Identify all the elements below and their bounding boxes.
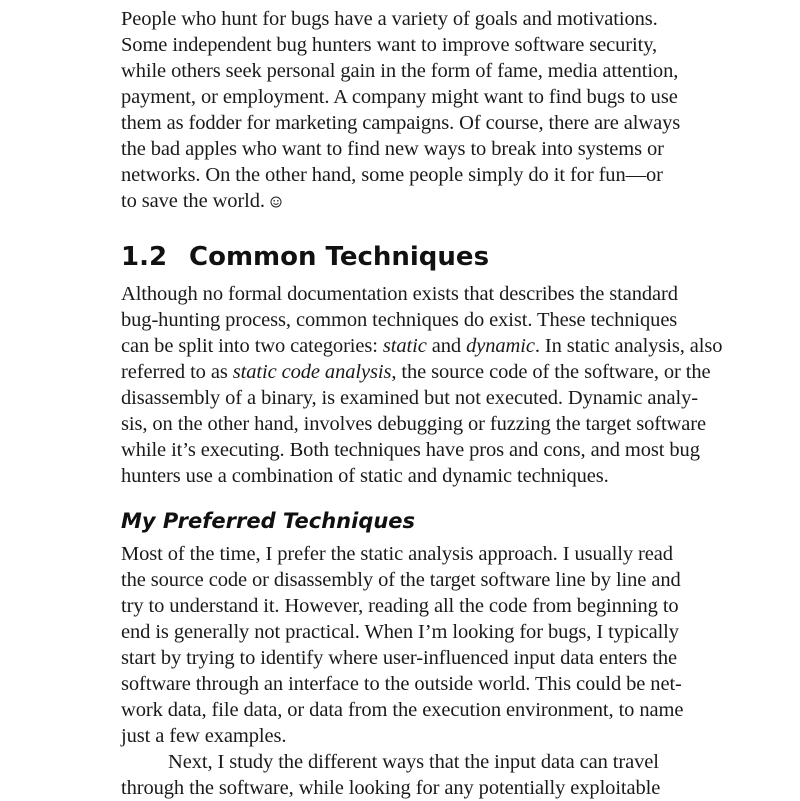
para4-line: Next, I study the different ways that the input data can travel	[168, 751, 659, 773]
term-static: static	[382, 335, 427, 357]
para3-line: start by trying to identify where user-influenced input data enters the	[121, 647, 678, 669]
section-number: 1.2	[121, 242, 168, 272]
para2-text: , the source code of the software, or the	[391, 361, 711, 383]
term-static-code-analysis: static code analysis	[232, 361, 392, 383]
para3-line: just a few examples.	[121, 725, 287, 747]
term-dynamic: dynamic	[466, 335, 535, 357]
para2-line: sis, on the other hand, involves debugging or fuzzing the target software	[121, 413, 706, 435]
para1-line: networks. On the other hand, some people simply do it for fun—or	[121, 164, 663, 186]
para2-line: Although no formal documentation exists that describes the standard	[121, 283, 678, 305]
para3-line: software through an interface to the outside world. This could be net-	[121, 673, 682, 695]
para2-text: can be split into two categories:	[121, 335, 383, 357]
para3-line: work data, file data, or data from the execution environment, to name	[121, 699, 684, 721]
para2-line: bug-hunting process, common techniques do exist. These techniques	[121, 309, 678, 331]
para1-line: them as fodder for marketing campaigns. Of course, there are always	[121, 112, 681, 134]
para2-text: . In static analysis, also	[534, 335, 723, 357]
para1-line: while others seek personal gain in the form of fame, media attention,	[121, 60, 679, 82]
para1-line: the bad apples who want to find new ways to break into systems or	[121, 138, 664, 160]
para1-line: payment, or employment. A company might want to find bugs to use	[121, 86, 678, 108]
para3-line: Most of the time, I prefer the static analysis approach. I usually read	[121, 543, 673, 565]
para3-line: try to understand it. However, reading all the code from beginning to	[121, 595, 679, 617]
para2-line: disassembly of a binary, is examined but not executed. Dynamic analy-	[121, 387, 698, 409]
para1-line: People who hunt for bugs have a variety of goals and motivations.	[121, 8, 658, 30]
para2-text: referred to as	[121, 361, 233, 383]
para2-line	[121, 333, 722, 359]
para1-line: Some independent bug hunters want to improve software security,	[121, 34, 658, 56]
para3-line: the source code or disassembly of the target software line by line and	[121, 569, 681, 591]
para4-line: through the software, while looking for any potentially exploitable	[121, 777, 661, 799]
para1-line-last	[121, 188, 282, 214]
para2-line: while it’s executing. Both techniques have pros and cons, and most bug	[121, 439, 700, 461]
section-heading	[121, 241, 489, 273]
para2-text: and	[426, 335, 467, 357]
para1-line-text: to save the world.	[121, 190, 265, 212]
para2-line	[121, 359, 711, 385]
subsection-heading: My Preferred Techniques	[121, 509, 416, 533]
para2-line: hunters use a combination of static and dynamic techniques.	[121, 465, 609, 487]
smiley-face-icon	[270, 196, 282, 208]
section-title: Common Techniques	[189, 242, 490, 272]
para3-line: end is generally not practical. When I’m looking for bugs, I typically	[121, 621, 679, 643]
